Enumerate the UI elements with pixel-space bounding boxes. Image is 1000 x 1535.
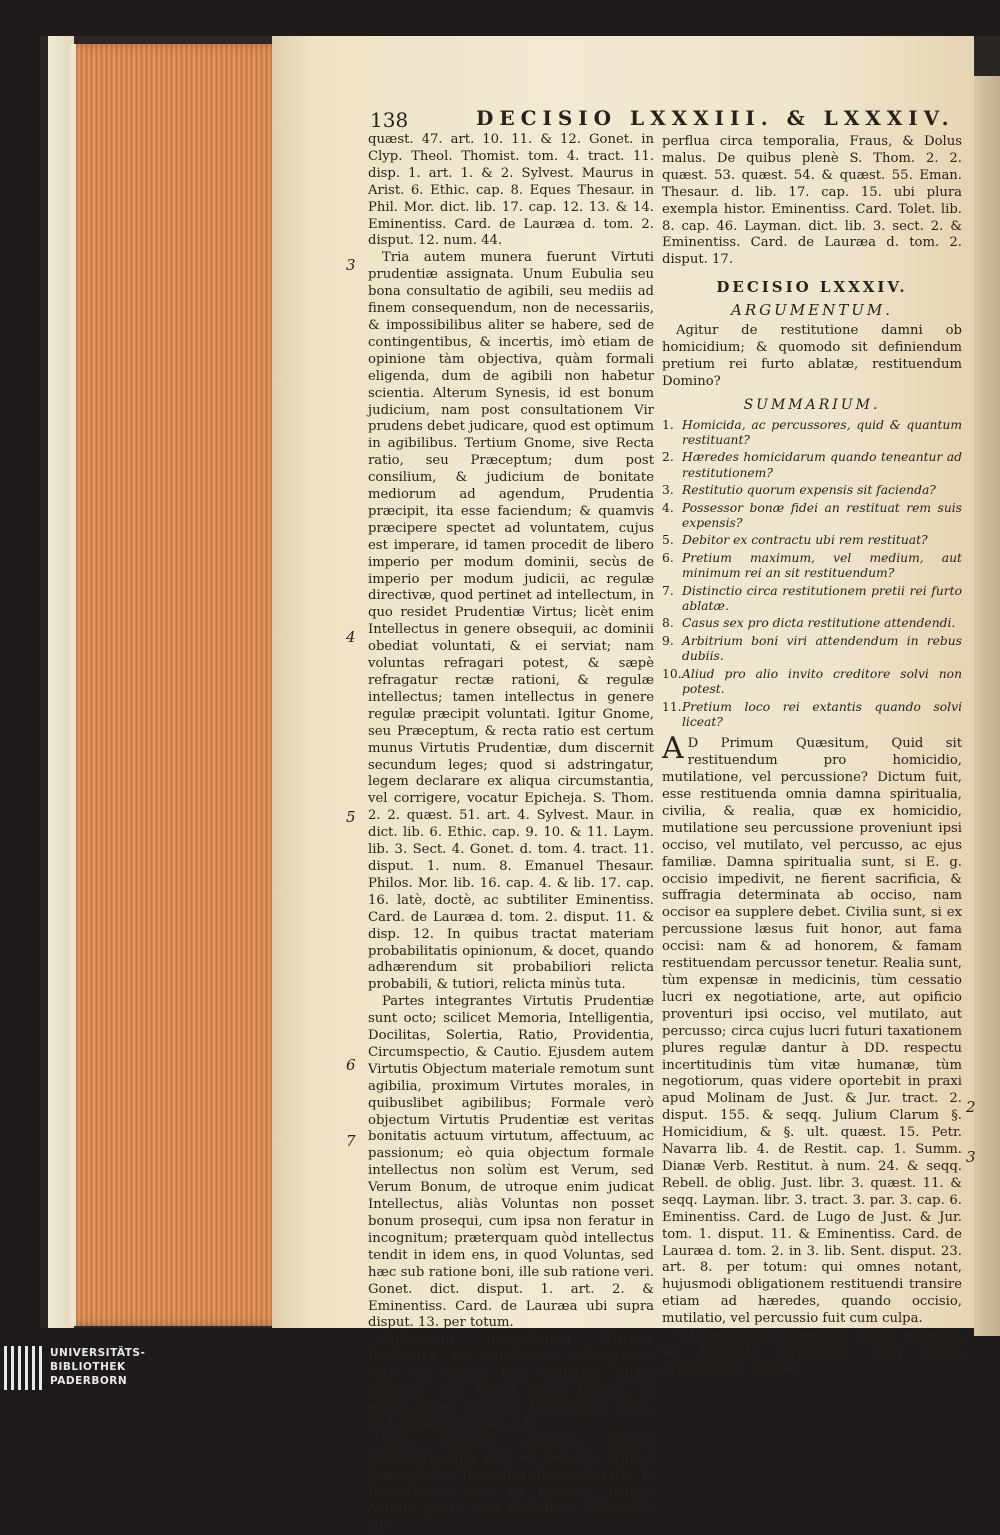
summarium-item: 1. Homicida, ac percussores, quid & quantum restituant? — [662, 417, 962, 447]
summarium-item: 4. Possessor bonæ fidei an restituat rem suis expensis? — [662, 500, 962, 531]
margin-number: 3 — [346, 256, 356, 274]
paragraph: Ad Secundum Quæsitum. Cujus expensis sit facienda restitutio? Tres casus distinxerunt. Primus — [662, 1328, 962, 1377]
paragraph: perflua circa temporalia, Fraus, & Dolus malus. De quibus plenè S. Thom. 2. 2. quæst. 53. quæst. 54. & quæst. 55. Eman. Thesaur. d. lib. 17. cap. 15. ubi plura exempla histor. Eminentiss. Card. Tolet. lib. 8. cap. 46. Layman. dict. lib. 3. sect. 2. & Eminentiss. Card. de Lauræa d. tom. 2. disput. 17. — [662, 134, 962, 268]
margin-number: 5 — [346, 808, 356, 826]
summarium-item: 6. Pretium maximum, vel medium, aut minimum rei an sit restituendum? — [662, 550, 962, 581]
decisio-heading: DECISIO LXXXIV. — [716, 278, 908, 297]
left-column — [368, 132, 654, 1535]
paragraph: A D Primum Quæsitum, Quid sit restituendum pro homicidio, mutilatione, vel percussione? Dictum fuit, esse restituenda omnia damna spiritualia, civilia, & realia, quæ ex homicidio, mutilatione seu percussione proveniunt ipsi occiso, vel mutilato, vel percusso, ac ejus familiæ. Damna spiritualia sunt, si E. g. occisio impedivit, ne fierent sacrificia, & suffragia determinata ab occiso, nam occisor ea supplere debet. Civilia sunt, si ex percussione læsus fuit honor, aut fama occisi: nam & ad honorem, & famam restituendam percussor tenetur. Realia sunt, tùm expensæ in medicinis, tùm cessatio lucri ex negotiatione, arte, aut opificio proventuri ipsi occiso, vel mutilato, aut percusso; circa cujus lucri futuri taxationem plures regulæ dantur à DD. respectu incertitudinis tùm vitæ humanæ, tùm negotiorum, quas videre oportebit in praxi apud Molinam de Just. & Jur. tract. 2. disput. 155. & seqq. Julium Clarum §. Homicidium, & §. ult. quæst. 15. Petr. Navarra lib. 4. de Restit. cap. 1. Summ. Dianæ Verb. Restitut. à num. 24. & seqq. Rebell. de oblig. Just. libr. 3. quæst. 11. & seqq. Layman. libr. 3. tract. 3. par. 3. cap. 6. Eminentiss. Card. de Lugo de Just. & Jur. tom. 1. disput. 11. & Eminentiss. Card. de Lauræa d. tom. 2. in 3. lib. Sent. disput. 23. art. 8. per totum: qui omnes notant, hujusmodi obligationem restituendi transire etiam ad hæredes, quando occisio, mutilatio, vel percussio fuit cum culpa. — [662, 731, 962, 1327]
page-number: 138 — [370, 108, 409, 132]
running-head-title: DECISIO LXXXIII. & LXXXIV. — [476, 106, 955, 130]
margin-number: 4 — [346, 628, 356, 646]
summarium-heading: SUMMARIUM. — [743, 396, 881, 413]
summarium-item: 7. Distinctio circa restitutionem pretii rei furto ablatæ. — [662, 583, 962, 614]
margin-number: 3 — [966, 1148, 976, 1166]
paragraph: quæst. 47. art. 10. 11. & 12. Gonet. in Clyp. Theol. Thomist. tom. 4. tract. 11. disp. 1. art. 1. & 2. Sylvest. Maurus in Arist. 6. Ethic. cap. 8. Eques Thesaur. in Phil. Mor. dict. lib. 17. cap. 12. 13. & 14. Eminentiss. Card. de Lauræa d. tom. 2. disput. 12. num. 44. — [368, 132, 654, 249]
argumentum-heading: ARGUMENTUM. — [731, 301, 893, 320]
argumentum-text: Agitur de restitutione damni ob homicidium; & quomodo sit definiendum pretium rei furto ablatæ, restituendum Domino? — [662, 323, 962, 389]
summarium-item: 2. Hæredes homicidarum quando teneantur ad restitutionem? — [662, 450, 962, 480]
book-page — [272, 36, 976, 1534]
library-logo-text: UNIVERSITÄTS- BIBLIOTHEK PADERBORN — [50, 1347, 146, 1387]
paragraph: Partes integrantes Virtutis Prudentiæ sunt octo; scilicet Memoria, Intelligentia, Docilitas, Solertia, Ratio, Providentia, Circumspectio, & Cautio. Ejusdem autem Virtutis Objectum materiale remotum sunt agibilia, proximum Virtutes morales, in quibuslibet agibilibus; Formale verò objectum Virtutis Prudentiæ est veritas bonitatis actuum virtutum, affectuum, ac passionum; eò quia objectum formale intellectus non solùm est Verum, sed Verum Bonum, de utroque enim judicat Intellectus, aliàs Voluntas non posset bonum prosequi, cum ipsa non feratur in incognitum; præterquam quòd intellectus tendit in idem ens, in quod Voluntas, sed hæc sub ratione boni, ille sub ratione veri. Gonet. dict. disput. 1. art. 2. & Eminentiss. Card. de Lauræa ubi supra disput. 13. per totum. — [368, 994, 654, 1331]
library-logo-mark-icon — [4, 1346, 44, 1390]
book-right-edge — [974, 76, 1000, 1336]
paragraph: Vitia tandem opposita Virtuti Prudentiæ, alia sunt ex defectu; scilicet Præcipitatio, Temeritas, Inconsideratio, & Inconstantia; alia ex excessu, nempe Astutia prava, seu Calliditas, Solicitudo su- — [368, 1433, 654, 1534]
summarium-item: 9. Arbitrium boni viri attendendum in rebus dubiis. — [662, 633, 962, 664]
margin-number: 6 — [346, 1056, 356, 1074]
running-header — [366, 106, 966, 134]
summarium-list — [662, 418, 962, 731]
margin-number: 7 — [346, 1132, 356, 1150]
library-logo — [0, 1344, 150, 1394]
summarium-item: 8. Casus sex pro dicta restitutione attendendi. — [662, 616, 956, 631]
summarium-item: 10.Aliud pro alio invito creditore solvi non potest. — [662, 666, 962, 697]
summarium-item: 11.Pretium loco rei extantis quando solvi liceat? — [662, 699, 962, 729]
paragraph: Subjectum immediatum Virtutis Prudentiæ est intellectus: adæquatum verò est homo, tàm Superior, quàm subditus, tàm Viator, quàm Beatus, ac etiam Angeli in cœlo. Eminentiss. Card. de Lauræa ibid. disp. 14. — [368, 1332, 654, 1432]
drop-cap: A — [662, 731, 684, 767]
summarium-item: 5. Debitor ex contractu ubi rem restituat? — [662, 533, 928, 548]
paragraph: Tria autem munera fuerunt Virtuti prudentiæ assignata. Unum Eubulia seu bona consultatio de agibili, seu mediis ad finem consequendum, non de necessariis, & impossibilibus aliter se habere, sed de contingentibus, & incertis, imò etiam de opinione tàm objectiva, quàm formali eligenda, dum de agibili non habetur scientia. Alterum Synesis, id est bonum judicium, nam post consultationem Vir prudens debet judicare, quod est optimum in agibilibus. Tertium Gnome, sive Recta ratio, seu Præceptum; dum post consilium, & judicium de bonitate mediorum ad agendum, Prudentia præcipit, ita esse faciendum; & quamvis præcipere spectet ad voluntatem, cujus est imperare, id tamen procedit de libero imperio per modum dominii, secùs de imperio per modum judicii, ac regulæ directivæ, quod pertinet ad intellectum, in quo residet Prudentiæ Virtus; licèt enim Intellectus in genere obsequii, ac dominii obediat voluntati, & ei serviat; nam voluntas refragari potest, & sæpè refragatur rectæ rationi, & regulæ intellectus; tamen intellectus in genere regulæ præcipit voluntati. Igitur Gnome, seu Præceptum, & recta ratio est certum munus Virtutis Prudentiæ, dum discernit secundum leges; quod si adstringatur, legem declarare ex aliqua circumstantia, vel corrigere, vocatur Epicheja. S. Thom. 2. 2. quæst. 51. art. 4. Sylvest. Maur. in dict. lib. 6. Ethic. cap. 9. 10. & 11. Laym. lib. 3. Sect. 4. Gonet. d. tom. 4. tract. 11. disput. 1. num. 8. Emanuel Thesaur. Philos. Mor. lib. 16. cap. 4. & lib. 17. cap. 16. latè, doctè, ac subtiliter Eminentiss. Card. de Lauræa d. tom. 2. disput. 11. & disp. 12. In quibus tractat materiam probabilitatis opinionum, & docet, quando adhærendum sit probabiliori relicta probabili, & tutiori, relicta minùs tuta. — [368, 250, 654, 993]
right-column — [662, 134, 962, 1379]
summarium-item: 3. Restitutio quorum expensis sit facienda? — [662, 483, 936, 498]
margin-number: 2 — [966, 1098, 976, 1116]
